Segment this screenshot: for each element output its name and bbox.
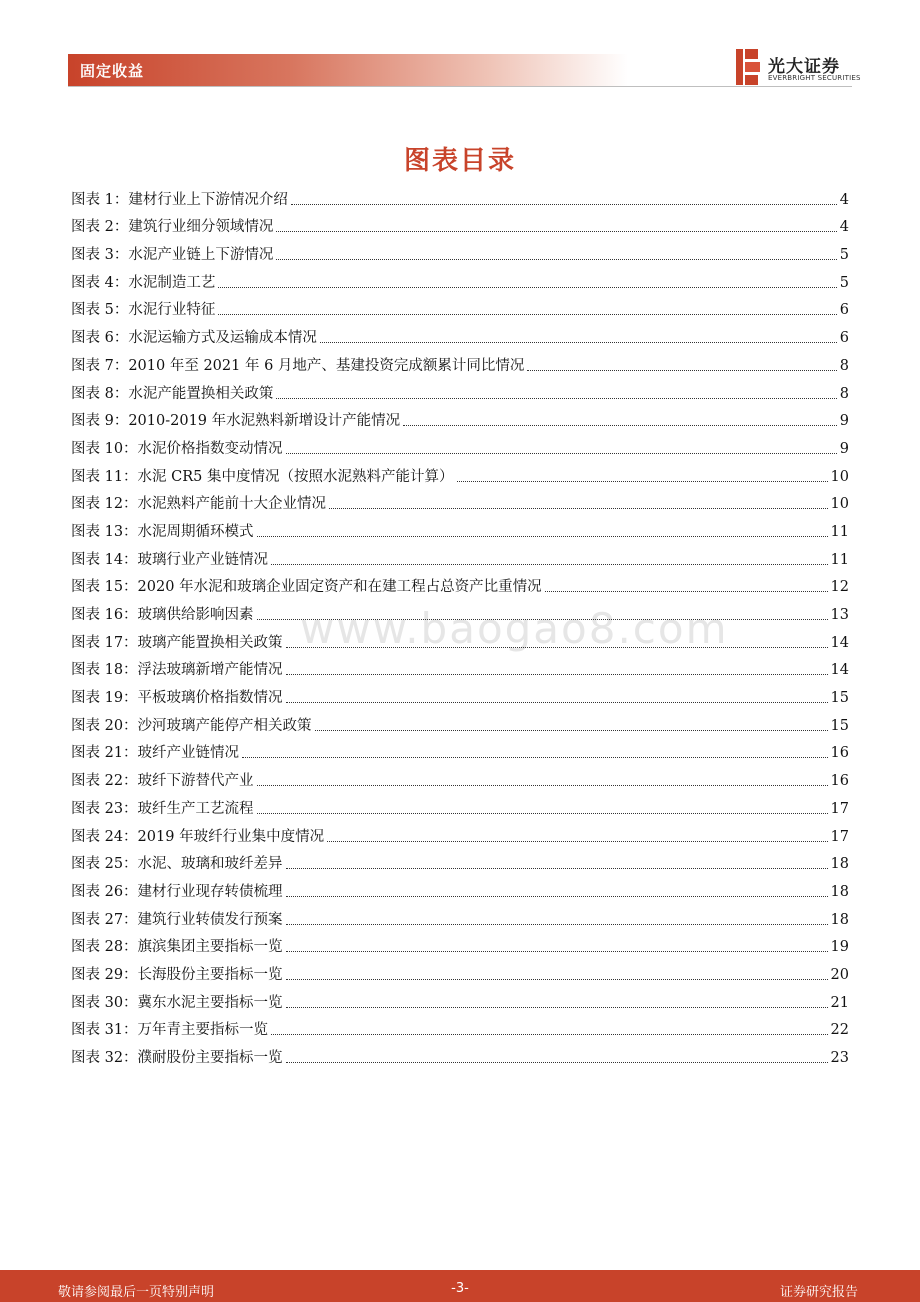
toc-entry-page: 8 [839, 385, 849, 402]
toc-entry[interactable] [71, 792, 849, 820]
toc-dot-leader [286, 979, 828, 980]
toc-dot-leader [286, 896, 828, 897]
toc-dot-leader [218, 287, 836, 288]
toc-entry-page: 21 [830, 994, 849, 1011]
toc-dot-leader [276, 231, 836, 232]
toc-entry-label: 图表 12：水泥熟料产能前十大企业情况 [71, 496, 327, 513]
toc-entry[interactable] [71, 626, 849, 654]
toc-dot-leader [257, 619, 828, 620]
toc-entry-label: 图表 23：玻纤生产工艺流程 [71, 800, 254, 817]
toc-dot-leader [403, 425, 837, 426]
toc-entry-page: 18 [830, 911, 849, 928]
toc-entry-page: 11 [830, 551, 849, 568]
toc-dot-leader [242, 757, 827, 758]
toc-entry-page: 20 [830, 966, 849, 983]
toc-dot-leader [218, 314, 836, 315]
toc-entry-label: 图表 18：浮法玻璃新增产能情况 [71, 662, 283, 679]
logo-subtitle: EVERBRIGHT SECURITIES [768, 74, 861, 82]
toc-dot-leader [257, 785, 828, 786]
toc-entry-label: 图表 22：玻纤下游替代产业 [71, 773, 254, 790]
toc-entry-page: 12 [830, 579, 849, 596]
toc-entry[interactable] [71, 349, 849, 377]
toc-entry-page: 9 [839, 413, 849, 430]
toc-entry-page: 6 [839, 330, 849, 347]
toc-entry-page: 4 [839, 191, 849, 208]
toc-entry[interactable] [71, 820, 849, 848]
toc-entry-page: 17 [830, 828, 849, 845]
toc-entry-page: 11 [830, 523, 849, 540]
toc-entry[interactable] [71, 764, 849, 792]
toc-entry-label: 图表 6：水泥运输方式及运输成本情况 [71, 330, 317, 347]
toc-entry-page: 10 [830, 468, 849, 485]
toc-dot-leader [329, 508, 827, 509]
toc-entry-page: 18 [830, 856, 849, 873]
toc-entry-label: 图表 4：水泥制造工艺 [71, 274, 216, 291]
toc-dot-leader [315, 730, 828, 731]
toc-dot-leader [286, 1062, 828, 1063]
header-divider [68, 86, 852, 87]
toc-entry[interactable] [71, 432, 849, 460]
toc-entry-label: 图表 10：水泥价格指数变动情况 [71, 440, 283, 457]
toc-entry-page: 5 [839, 274, 849, 291]
toc-entry-label: 图表 25：水泥、玻璃和玻纤差异 [71, 856, 283, 873]
toc-entry[interactable] [71, 903, 849, 931]
toc-entry-label: 图表 21：玻纤产业链情况 [71, 745, 240, 762]
toc-entry-label: 图表 8：水泥产能置换相关政策 [71, 385, 274, 402]
toc-entry-page: 15 [830, 690, 849, 707]
toc-entry-page: 17 [830, 800, 849, 817]
toc-entry[interactable] [71, 986, 849, 1014]
toc-entry[interactable] [71, 294, 849, 322]
toc-entry-page: 18 [830, 883, 849, 900]
toc-entry-label: 图表 31：万年青主要指标一览 [71, 1022, 269, 1039]
section-label: 固定收益 [80, 62, 145, 80]
toc-entry-label: 图表 29：长海股份主要指标一览 [71, 966, 283, 983]
toc-entry[interactable] [71, 681, 849, 709]
toc-entry-page: 10 [830, 496, 849, 513]
toc-entry[interactable] [71, 266, 849, 294]
toc-entry[interactable] [71, 571, 849, 599]
toc-entry-page: 19 [830, 939, 849, 956]
toc-entry-page: 23 [830, 1050, 849, 1066]
toc-dot-leader [271, 1034, 827, 1035]
toc-entry-page: 13 [830, 607, 849, 623]
page-title: 图表目录 [403, 146, 516, 176]
footer-disclaimer: 敬请参阅最后一页特别声明 [58, 1285, 215, 1300]
toc-entry-page: 22 [830, 1022, 849, 1039]
footer-report-type: 证券研究报告 [779, 1285, 858, 1300]
toc-entry-label: 图表 3：水泥产业链上下游情况 [71, 247, 274, 264]
toc-entry[interactable] [71, 654, 849, 682]
toc-entry-label: 图表 11：水泥 CR5 集中度情况（按照水泥熟料产能计算） [71, 468, 454, 485]
toc-dot-leader [271, 564, 827, 565]
toc-entry-page: 14 [830, 634, 849, 651]
logo [736, 49, 861, 87]
toc-entry[interactable] [71, 543, 849, 571]
toc-entry[interactable] [71, 737, 849, 765]
toc-entry-label: 图表 9：2010-2019 年水泥熟料新增设计产能情况 [71, 413, 401, 430]
toc-dot-leader [320, 342, 837, 343]
toc-dot-leader [527, 370, 836, 371]
toc-dot-leader [286, 924, 828, 925]
toc-entry-label: 图表 2：建筑行业细分领域情况 [71, 219, 274, 236]
toc-entry-label: 图表 20：沙河玻璃产能停产相关政策 [71, 717, 312, 734]
toc-entry-label: 图表 27：建筑行业转债发行预案 [71, 911, 283, 928]
toc-dot-leader [286, 674, 828, 675]
toc-entry[interactable] [71, 405, 849, 433]
toc-entry-page: 4 [839, 219, 849, 236]
watermark: www.baogao8.com [300, 604, 729, 653]
toc-dot-leader [545, 591, 828, 592]
toc-entry-label: 图表 17：玻璃产能置换相关政策 [71, 634, 283, 651]
toc-entry-label: 图表 7：2010 年至 2021 年 6 月地产、基建投资完成额累计同比情况 [71, 357, 525, 374]
toc-entry[interactable] [71, 488, 849, 516]
toc-entry[interactable] [71, 515, 849, 543]
toc-entry-label: 图表 32：濮耐股份主要指标一览 [71, 1050, 283, 1066]
toc-entry[interactable] [71, 460, 849, 488]
everbright-logo-icon [736, 49, 760, 85]
toc-dot-leader [286, 702, 828, 703]
toc-entry-label: 图表 1：建材行业上下游情况介绍 [71, 191, 288, 208]
toc-entry-page: 9 [839, 440, 849, 457]
toc-entry-label: 图表 16：玻璃供给影响因素 [71, 607, 254, 623]
toc-entry[interactable] [71, 211, 849, 239]
toc-entry[interactable] [71, 1014, 849, 1042]
toc-entry-label: 图表 30：冀东水泥主要指标一览 [71, 994, 283, 1011]
toc-dot-leader [286, 951, 828, 952]
toc-entry-page: 16 [830, 773, 849, 790]
toc-entry-page: 15 [830, 717, 849, 734]
toc-dot-leader [257, 536, 828, 537]
header-band [68, 54, 628, 86]
toc-entry-label: 图表 13：水泥周期循环模式 [71, 523, 254, 540]
toc-entry[interactable] [71, 377, 849, 405]
toc-entry[interactable] [71, 931, 849, 959]
toc-entry-page: 14 [830, 662, 849, 679]
toc-entry-page: 8 [839, 357, 849, 374]
toc-entry-page: 6 [839, 302, 849, 319]
toc-entry-page: 5 [839, 247, 849, 264]
toc-list [71, 183, 849, 1069]
toc-entry[interactable] [71, 1041, 849, 1069]
toc-dot-leader [286, 647, 828, 648]
toc-entry-label: 图表 15：2020 年水泥和玻璃企业固定资产和在建工程占总资产比重情况 [71, 579, 542, 596]
toc-dot-leader [257, 813, 828, 814]
toc-entry[interactable] [71, 238, 849, 266]
toc-dot-leader [276, 259, 836, 260]
page-number: -3- [451, 1281, 469, 1296]
toc-entry[interactable] [71, 848, 849, 876]
toc-dot-leader [457, 481, 828, 482]
toc-entry-label: 图表 19：平板玻璃价格指数情况 [71, 690, 283, 707]
toc-dot-leader [286, 453, 837, 454]
logo-name: 光大证券 [768, 57, 840, 77]
toc-entry[interactable] [71, 321, 849, 349]
toc-dot-leader [276, 398, 836, 399]
toc-entry-label: 图表 5：水泥行业特征 [71, 302, 216, 319]
toc-entry[interactable] [71, 875, 849, 903]
toc-entry[interactable] [71, 598, 849, 626]
toc-entry[interactable] [71, 183, 849, 211]
toc-entry-page: 16 [830, 745, 849, 762]
toc-entry[interactable] [71, 709, 849, 737]
toc-entry-label: 图表 24：2019 年玻纤行业集中度情况 [71, 828, 325, 845]
toc-entry[interactable] [71, 958, 849, 986]
toc-entry-label: 图表 26：建材行业现存转债梳理 [71, 883, 283, 900]
toc-entry-label: 图表 14：玻璃行业产业链情况 [71, 551, 269, 568]
toc-dot-leader [327, 841, 827, 842]
toc-dot-leader [291, 204, 837, 205]
toc-dot-leader [286, 868, 828, 869]
toc-dot-leader [286, 1007, 828, 1008]
toc-entry-label: 图表 28：旗滨集团主要指标一览 [71, 939, 283, 956]
